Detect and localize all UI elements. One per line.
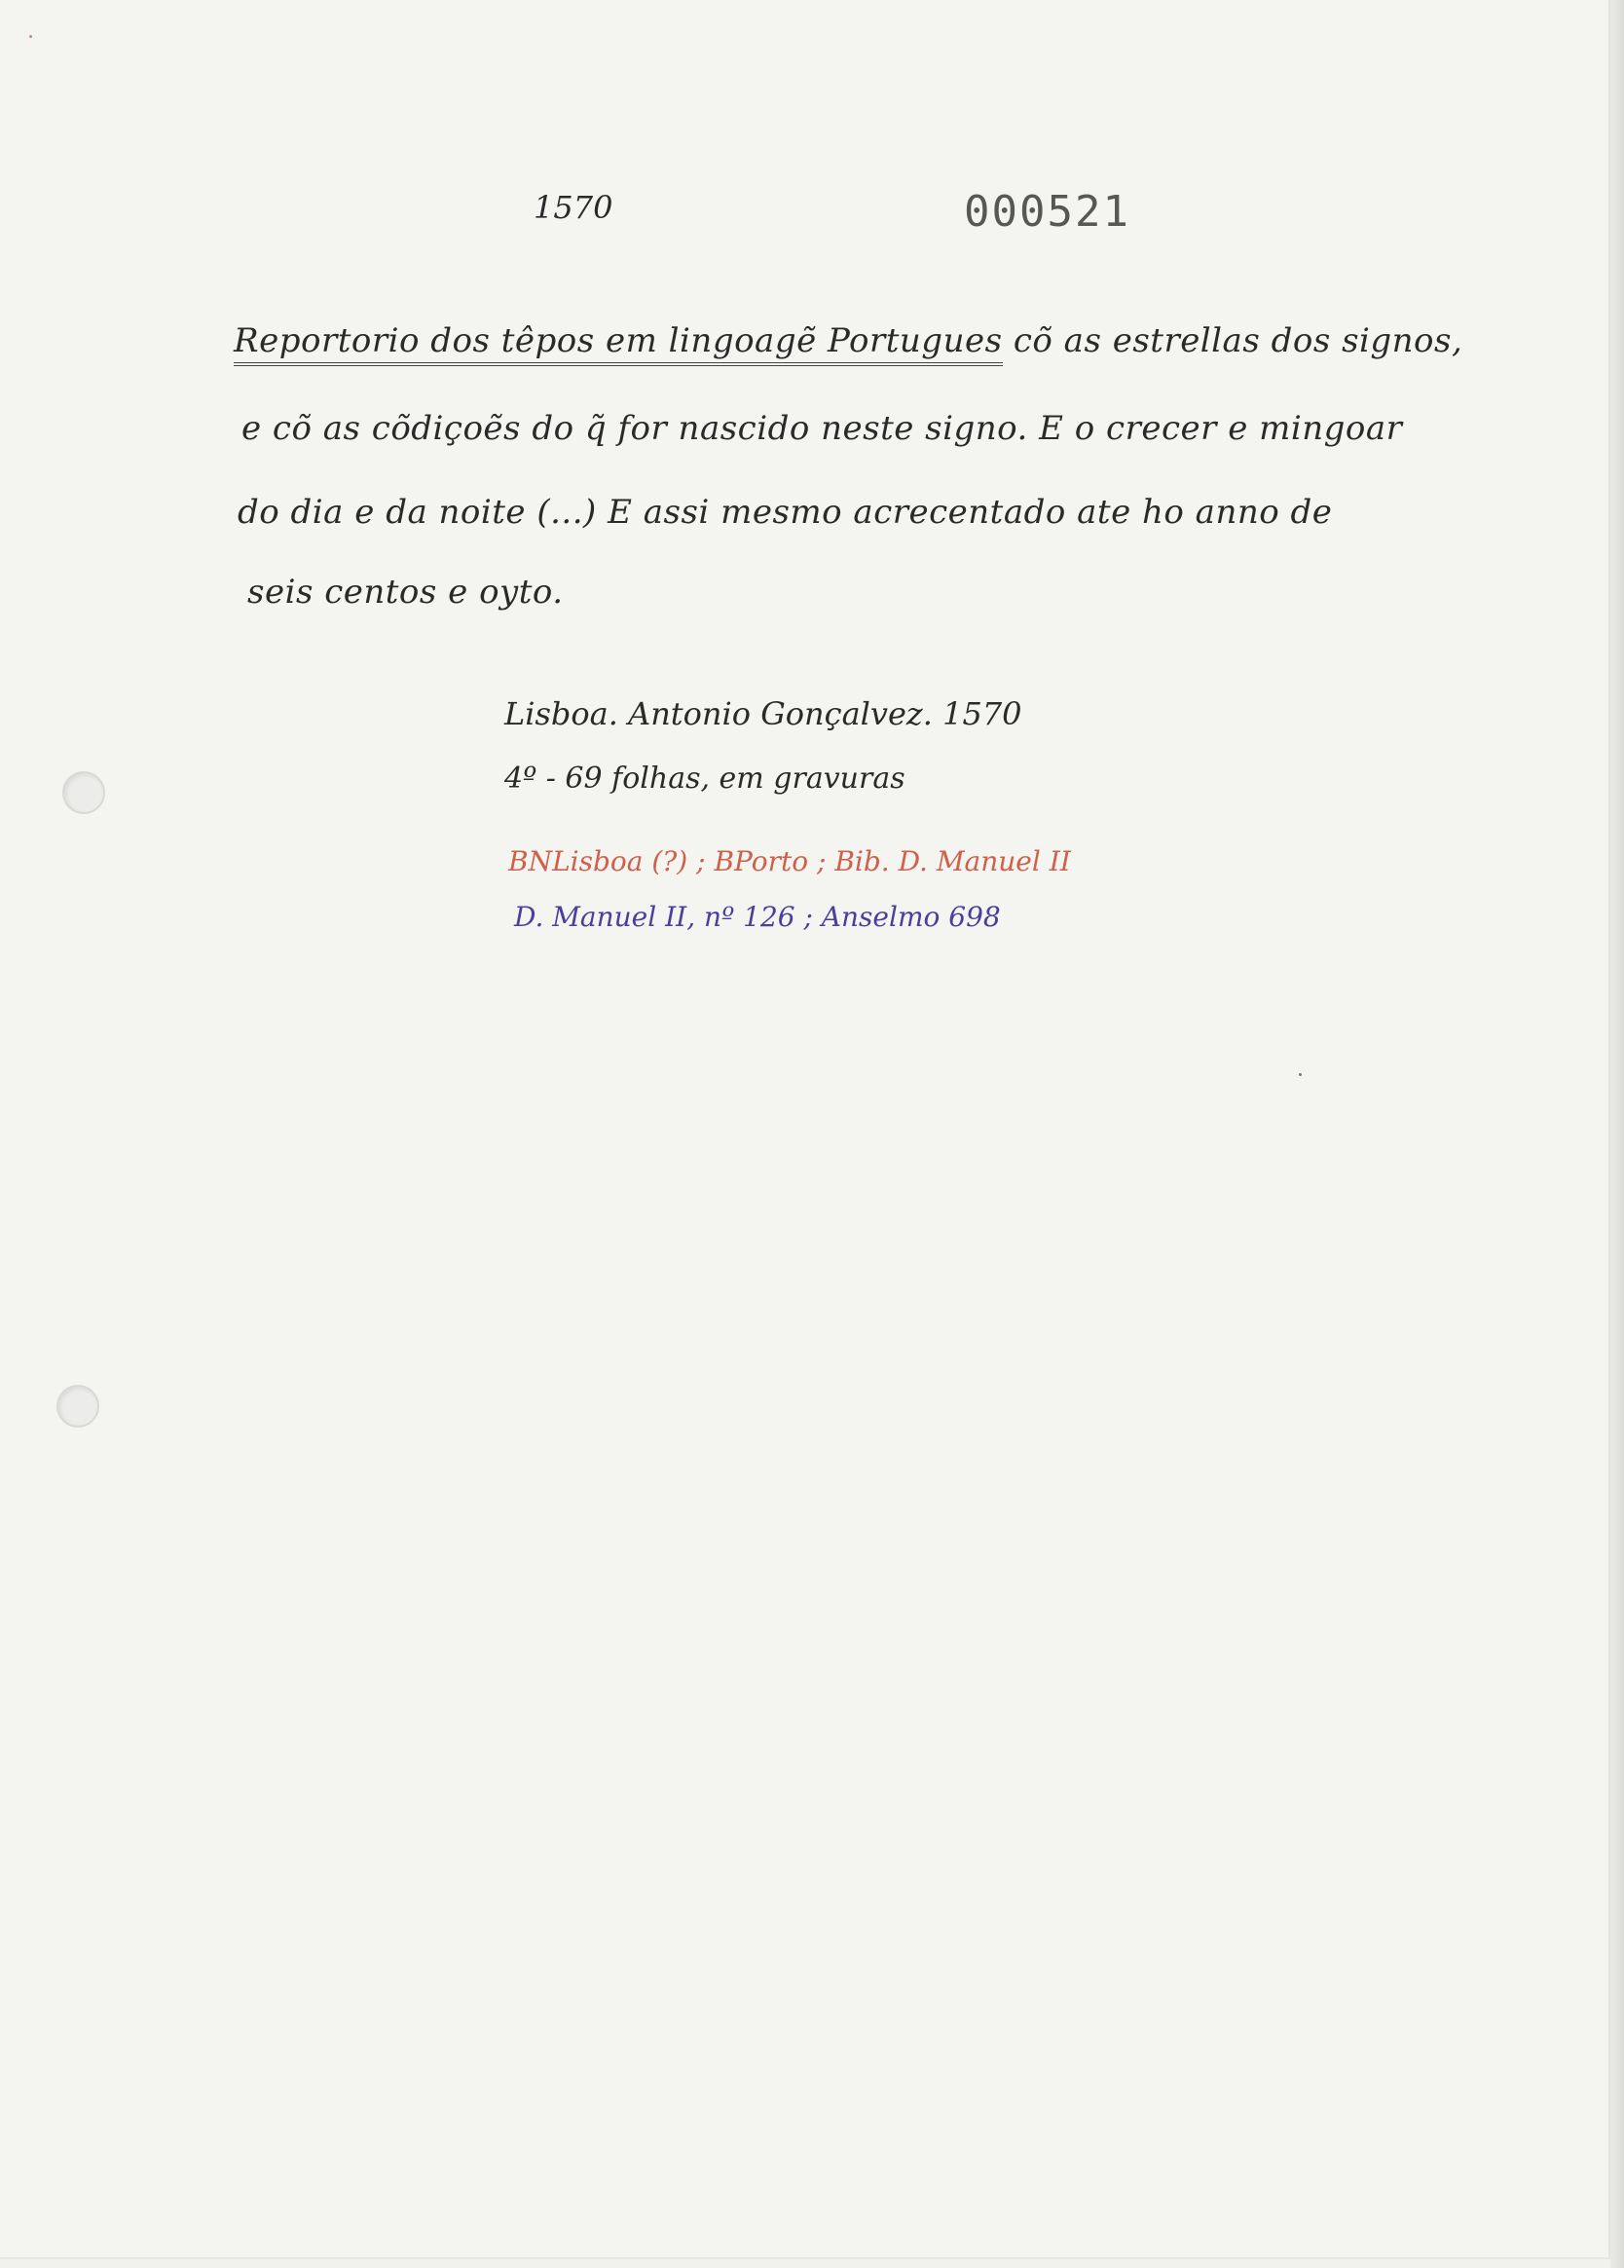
description-line-1 [234,321,1462,360]
format-line: 4º - 69 folhas, em gravuras [504,762,905,796]
paper-speck [29,35,32,38]
description-line-1-rest: cõ as estrellas dos signos, [1013,321,1463,360]
paper-edge [1610,0,1624,2268]
description-line-3: do dia e da noite (...) E assi mesmo acrecentado ate ho anno de [238,493,1333,532]
punch-hole-top [62,771,105,814]
work-title: Reportorio dos têpos em lingoagẽ Portugues [234,321,1003,366]
library-locations: BNLisboa (?) ; BPorto ; Bib. D. Manuel II [508,845,1071,877]
catalog-number-stamp: 000521 [964,187,1130,237]
description-line-4: seis centos e oyto. [247,573,564,612]
punch-hole-bottom [56,1385,99,1428]
bibliographic-references: D. Manuel II, nº 126 ; Anselmo 698 [514,901,1001,933]
paper-speck [1299,1073,1302,1076]
imprint-line: Lisboa. Antonio Gonçalvez. 1570 [504,695,1022,732]
year-heading: 1570 [534,189,613,226]
description-line-2: e cõ as cõdiçoẽs do q̃ for nascido neste signo. E o crecer e mingoar [241,409,1403,448]
